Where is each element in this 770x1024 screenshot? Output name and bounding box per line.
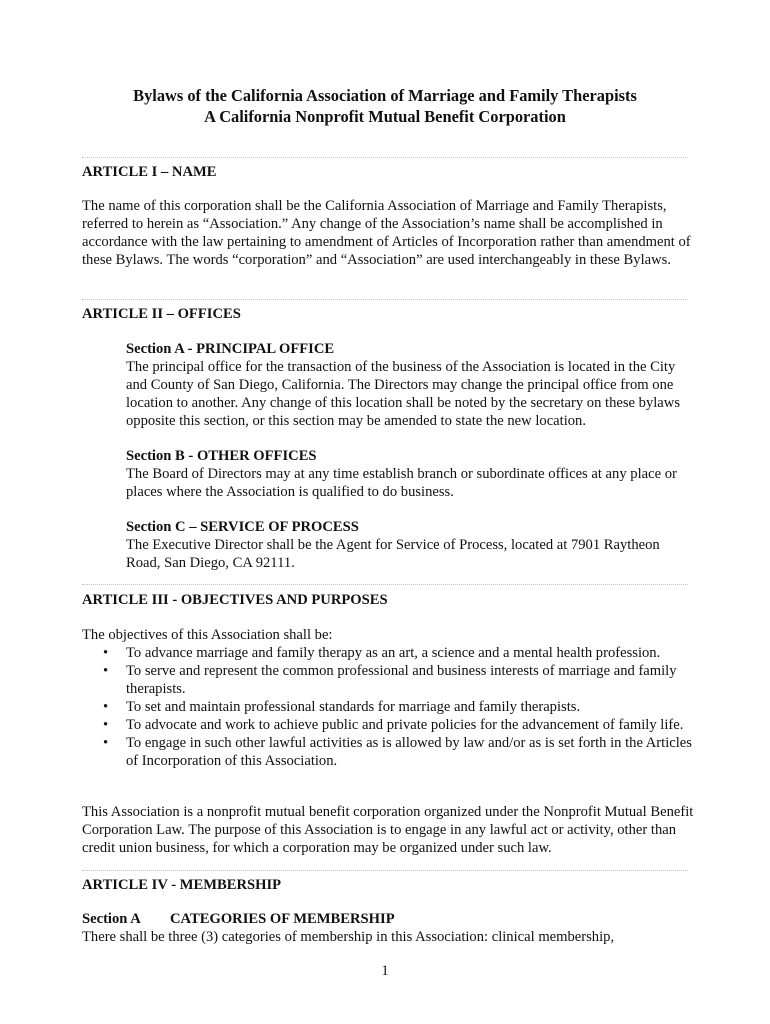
document-title: Bylaws of the California Association of Marriage and Family Therapists [133, 86, 637, 105]
article-4-heading: ARTICLE IV - MEMBERSHIP [82, 877, 282, 893]
page-number: 1 [381, 963, 389, 979]
list-item-text: To advance marriage and family therapy as an art, a science and a mental health profession. [126, 645, 661, 661]
article-2-heading: ARTICLE II – OFFICES [82, 306, 241, 322]
article-3-intro: The objectives of this Association shall be: [82, 627, 333, 643]
list-item [82, 644, 697, 662]
list-item [82, 662, 697, 698]
article-3-closing: This Association is a nonprofit mutual benefit corporation organized under the Nonprofit Mutual Benefit Corporation Law. The purpose of this Association is to engage in any lawful act or activity, other than credit union business, for which a corporation may be organized under such law. [82, 804, 694, 856]
section-divider [82, 584, 688, 585]
section-number: Section A [82, 911, 141, 927]
article-2-section-b [126, 447, 694, 501]
section-a-title: Section A - PRINCIPAL OFFICE [126, 341, 335, 357]
article-3-heading: ARTICLE III - OBJECTIVES AND PURPOSES [82, 592, 388, 608]
bullet-icon: • [103, 645, 109, 661]
article-2-section-a [126, 340, 694, 430]
bullet-icon: • [103, 717, 109, 733]
bullet-icon: • [103, 663, 109, 679]
objectives-list [82, 644, 697, 770]
section-divider [82, 299, 688, 300]
section-a-text: The principal office for the transaction of the business of the Association is located in the City and County of San Diego, California. The Directors may change the principal office from one location to another. Any change of this location shall be noted by the secretary on these bylaws opposite this section, or this section may be amended to state the new location. [126, 359, 681, 429]
bullet-icon: • [103, 735, 109, 751]
section-title: CATEGORIES OF MEMBERSHIP [170, 911, 395, 927]
section-b-text: The Board of Directors may at any time establish branch or subordinate offices at any place or places where the Association is qualified to do business. [126, 466, 677, 500]
article-1-heading: ARTICLE I – NAME [82, 164, 217, 180]
article-2-section-c [126, 518, 694, 572]
section-divider [82, 870, 688, 871]
membership-section-a-heading [82, 910, 395, 928]
membership-text: There shall be three (3) categories of membership in this Association: clinical membership, [82, 929, 615, 945]
list-item [82, 716, 697, 734]
section-divider [82, 157, 688, 158]
list-item-text: To advocate and work to achieve public and private policies for the advancement of family life. [126, 717, 684, 733]
bullet-icon: • [103, 699, 109, 715]
list-item-text: To engage in such other lawful activities as is allowed by law and/or as is set forth in the Articles of Incorporation of this Association. [126, 735, 692, 769]
article-1-text: The name of this corporation shall be the California Association of Marriage and Family Therapists, referred to herein as “Association.” Any change of the Association’s name shall be accomplished in accordance with the law pertaining to amendment of Articles of Incorporation rather than amendment of these Bylaws. The words “corporation” and “Association” are used interchangeably in these Bylaws. [82, 198, 691, 268]
section-c-title: Section C – SERVICE OF PROCESS [126, 519, 359, 535]
list-item-text: To serve and represent the common professional and business interests of marriage and family therapists. [126, 663, 677, 697]
document-subtitle: A California Nonprofit Mutual Benefit Corporation [204, 107, 566, 126]
section-c-text: The Executive Director shall be the Agent for Service of Process, located at 7901 Raytheon Road, San Diego, CA 92111. [126, 537, 660, 571]
list-item [82, 698, 697, 716]
section-b-title: Section B - OTHER OFFICES [126, 448, 317, 464]
list-item-text: To set and maintain professional standards for marriage and family therapists. [126, 699, 581, 715]
list-item [82, 734, 697, 770]
